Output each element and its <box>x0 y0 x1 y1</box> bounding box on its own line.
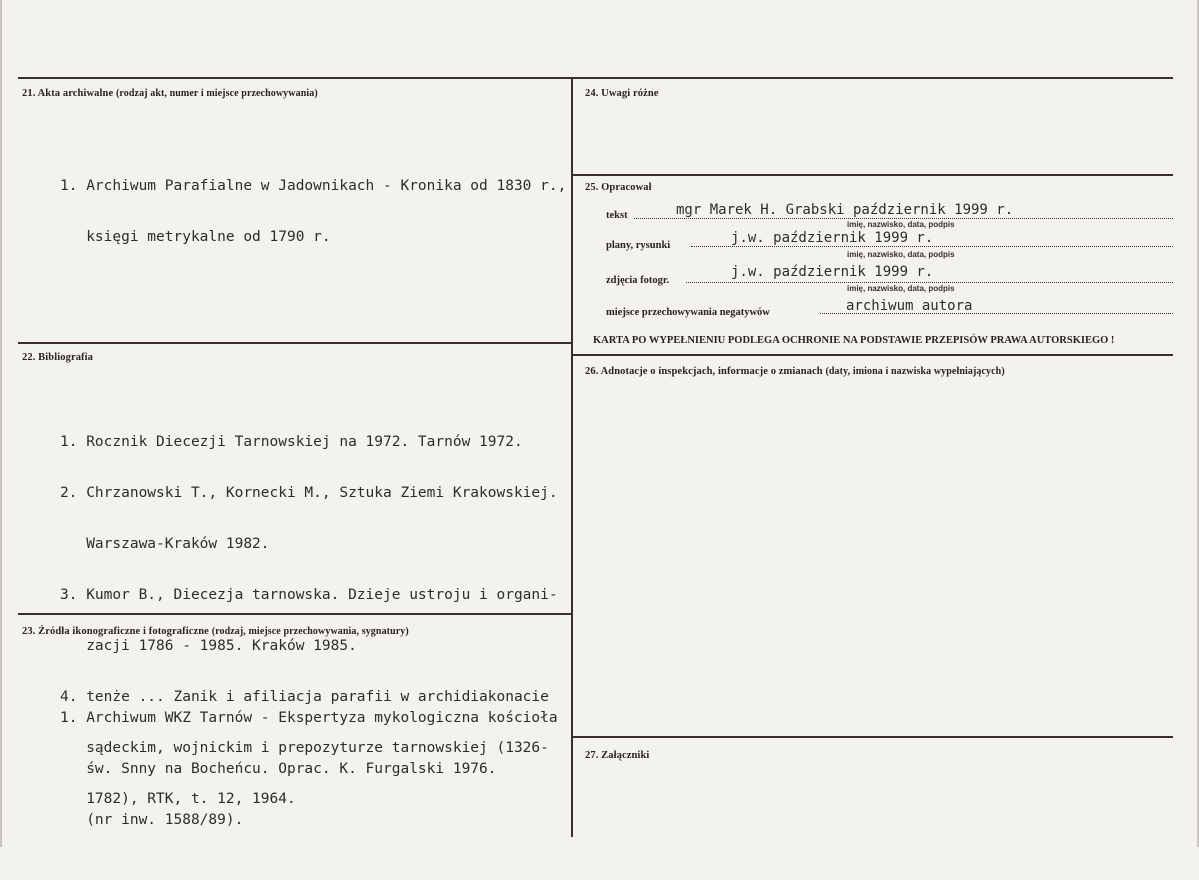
section-21-title <box>22 88 318 99</box>
field-tekst-value: mgr Marek H. Grabski październik 1999 r. <box>676 202 1014 218</box>
section-27-title <box>585 750 649 761</box>
list-item: Warszawa-Kraków 1982. <box>60 536 270 552</box>
section-21-list <box>60 144 566 280</box>
page-edge-left <box>0 0 2 847</box>
field-zdjecia-value: j.w. październik 1999 r. <box>731 264 934 280</box>
section-25-title <box>585 182 652 193</box>
list-item: zacji 1786 - 1985. Kraków 1985. <box>60 638 357 654</box>
field-tekst-caption: imię, nazwisko, data, podpis <box>847 220 955 229</box>
rule-center <box>571 77 573 837</box>
section-25-heading: 25. Opracował <box>585 182 652 193</box>
section-23-heading: 23. Źródła ikonograficzne i fotograficzne <box>22 626 209 637</box>
field-negatywy-label: miejsce przechowywania negatywów <box>606 307 770 318</box>
section-27-heading: 27. Załączniki <box>585 750 650 761</box>
copyright-notice: KARTA PO WYPEŁNIENIU PODLEGA OCHRONIE NA PODSTAWIE PRZEPISÓW PRAWA AUTORSKIEGO ! <box>593 335 1115 346</box>
field-plany-label: plany, rysunki <box>606 240 671 251</box>
list-item: 4. tenże ... Zanik i afiliacja parafii w archidiakonacie <box>60 689 549 705</box>
section-26-heading: 26. Adnotacje o inspekcjach, informacje o zmianach <box>585 366 823 377</box>
rule-27-top <box>573 736 1173 738</box>
field-zdjecia-label: zdjęcia fotogr. <box>606 275 670 286</box>
list-item: księgi metrykalne od 1790 r. <box>60 229 331 245</box>
section-21-content <box>60 110 566 297</box>
rule-25-top <box>573 174 1173 176</box>
field-tekst-label: tekst <box>606 210 628 221</box>
list-item: św. Snny na Bocheńcu. Oprac. K. Furgalski 1976. <box>60 761 497 777</box>
section-23-subtitle: (rodzaj, miejsce przechowywania, sygnatury) <box>211 626 409 637</box>
rule-26-top <box>573 354 1173 356</box>
section-24-title <box>585 88 659 99</box>
field-plany-value: j.w. październik 1999 r. <box>731 230 934 246</box>
section-26-title <box>585 366 1005 377</box>
list-item: (nr inw. 1588/89). <box>60 812 244 828</box>
field-negatywy-value: archiwum autora <box>846 298 973 314</box>
section-24-heading: 24. Uwagi różne <box>585 88 659 99</box>
section-26-subtitle: (daty, imiona i nazwiska wypełniających) <box>825 366 1005 377</box>
rule-22-top <box>18 342 571 344</box>
section-21-subtitle: (rodzaj akt, numer i miejsce przechowywania) <box>116 88 318 99</box>
field-plany-line <box>691 246 1173 247</box>
section-23-title <box>22 626 409 637</box>
section-22-heading: 22. Bibliografia <box>22 352 94 363</box>
section-22-title <box>22 352 93 363</box>
field-tekst-line <box>634 218 1173 219</box>
list-item: 1. Archiwum WKZ Tarnów - Ekspertyza mykologiczna kościoła <box>60 710 558 726</box>
rule-top <box>18 77 1173 79</box>
field-zdjecia-line <box>686 282 1173 283</box>
list-item: 1. Rocznik Diecezji Tarnowskiej na 1972. Tarnów 1972. <box>60 434 523 450</box>
list-item: 3. Kumor B., Diecezja tarnowska. Dzieje ustroju i organi- <box>60 587 558 603</box>
field-zdjecia-caption: imię, nazwisko, data, podpis <box>847 284 955 293</box>
list-item: sądeckim, wojnickim i prepozyturze tarnowskiej (1326- <box>60 740 549 756</box>
list-item: 1. Archiwum Parafialne w Jadownikach - Kronika od 1830 r., <box>60 178 567 194</box>
list-item: 2. Chrzanowski T., Kornecki M., Sztuka Ziemi Krakowskiej. <box>60 485 558 501</box>
field-plany-caption: imię, nazwisko, data, podpis <box>847 250 955 259</box>
section-23-list <box>60 676 558 863</box>
list-item: 1782), RTK, t. 12, 1964. <box>60 791 296 807</box>
section-21-heading: 21. Akta archiwalne <box>22 88 114 99</box>
section-23-content <box>60 642 558 880</box>
